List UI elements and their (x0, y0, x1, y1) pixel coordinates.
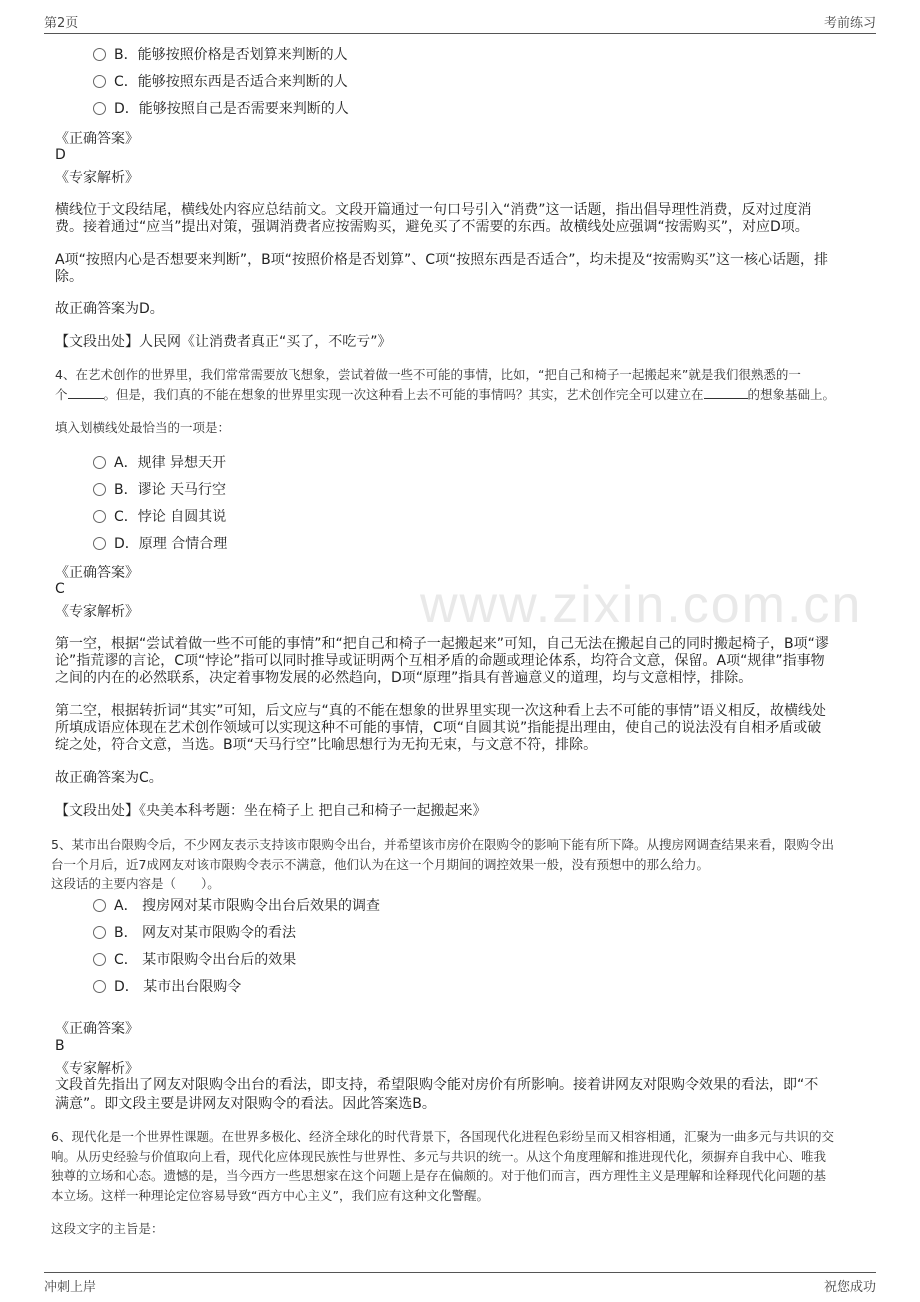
q5-answer: B (55, 1038, 65, 1054)
q4-stem-line2: 个 。但是，我们真的不能在想象的世界里实现一次这种看上去不可能的事情吗？其实，艺术创作完全可以建立在 的想象基础上。 (55, 387, 836, 402)
q5-answer-label: 《正确答案》 (55, 1021, 139, 1037)
radio-icon[interactable] (93, 48, 106, 61)
q4-answer: C (55, 581, 65, 597)
q4-option-c[interactable]: C．悖论 自圆其说 (93, 507, 226, 527)
q3-answer-label: 《正确答案》 (55, 131, 139, 147)
q3-source: 【文段出处】人民网《让消费者真正“买了，不吃亏”》 (55, 334, 392, 350)
q3-analysis-p2-line1: A项“按照内心是否想要来判断”，B项“按照价格是否划算”、C项“按照东西是否适合”，均未提及“按需购买”这一核心话题，排 (55, 252, 828, 268)
q3-option-c[interactable]: C．能够按照东西是否适合来判断的人 (93, 72, 348, 92)
q4-stem-line1: 4、在艺术创作的世界里，我们常常需要放飞想象，尝试着做一些不可能的事情，比如，“把自己和椅子一起搬起来”就是我们很熟悉的一 (55, 367, 801, 382)
q4-option-b[interactable]: B．谬论 天马行空 (93, 480, 226, 500)
footer-right: 祝您成功 (823, 1280, 876, 1295)
q3-answer: D (55, 147, 66, 163)
q4-option-a[interactable]: A．规律 异想天开 (93, 453, 226, 473)
q4-analysis-p1-line3: 之间的内在的必然联系，决定着事物发展的必然趋向，D项“原理”指具有普遍意义的道理，均与文意相悖，排除。 (55, 670, 753, 686)
q5-analysis-label: 《专家解析》 (55, 1061, 139, 1077)
radio-icon[interactable] (93, 537, 106, 550)
q5-option-b[interactable]: B． 网友对某市限购令的看法 (93, 923, 296, 943)
q3-option-d[interactable]: D．能够按照自己是否需要来判断的人 (93, 99, 349, 119)
q6-stem-line3: 独尊的立场和心态。遗憾的是，当今西方一些思想家在这个问题上是存在偏颇的。对于他们而言，西方理性主义是理解和诠释现代化问题的基 (51, 1168, 827, 1183)
radio-icon[interactable] (93, 456, 106, 469)
q4-analysis-p2-line2: 所填成语应体现在艺术创作领域可以实现这种不可能的事情，C项“自圆其说”指能提出理由，使自己的说法没有自相矛盾或破 (55, 720, 822, 736)
page-number: 第2页 (44, 16, 79, 31)
radio-icon[interactable] (93, 980, 106, 993)
q5-option-d[interactable]: D． 某市出台限购令 (93, 977, 241, 997)
q4-prompt: 填入划横线处最恰当的一项是： (55, 420, 231, 435)
q6-stem-line4: 本立场。这样一种理论定位容易导致“西方中心主义”，我们应有这种文化警醒。 (51, 1188, 489, 1203)
q3-conclusion: 故正确答案为D。 (55, 301, 164, 317)
q4-conclusion: 故正确答案为C。 (55, 770, 163, 786)
radio-icon[interactable] (93, 75, 106, 88)
q5-option-c[interactable]: C． 某市限购令出台后的效果 (93, 950, 296, 970)
q3-analysis-label: 《专家解析》 (55, 170, 139, 186)
q5-prompt: 这段话的主要内容是（ ）。 (51, 876, 220, 891)
radio-icon[interactable] (93, 510, 106, 523)
q5-analysis-line1: 文段首先指出了网友对限购令出台的看法，即支持，希望限购令能对房价有所影响。接着讲网友对限购令效果的看法，即“不 (55, 1077, 819, 1093)
radio-icon[interactable] (93, 926, 106, 939)
q6-stem-line2: 响。从历史经验与价值取向上看，现代化应体现民族性与世界性、多元与共识的统一。从这个角度理解和推进现代化，须摒弃自我中心、唯我 (51, 1149, 827, 1164)
q3-analysis-p1-line2: 费。接着通过“应当”提出对策，强调消费者应按需购买，避免买了不需要的东西。故横线处应强调“按需购买”，对应D项。 (55, 219, 809, 235)
header-title: 考前练习 (823, 16, 876, 31)
radio-icon[interactable] (93, 899, 106, 912)
radio-icon[interactable] (93, 953, 106, 966)
q5-stem-line1: 5、某市出台限购令后，不少网友表示支持该市限购令出台，并希望该市房价在限购令的影响下能有所下降。从搜房网调查结果来看，限购令出 (51, 837, 834, 852)
watermark: www.zixin.com.cn (420, 576, 863, 634)
q4-answer-label: 《正确答案》 (55, 565, 139, 581)
q4-analysis-label: 《专家解析》 (55, 604, 139, 620)
blank-1 (68, 398, 104, 399)
q3-option-b[interactable]: B．能够按照价格是否划算来判断的人 (93, 45, 348, 65)
footer-left: 冲刺上岸 (44, 1280, 97, 1295)
q4-analysis-p2-line3: 绽之处，符合文意，当选。B项“天马行空”比喻思想行为无拘无束，与文意不符，排除。 (55, 737, 598, 753)
q5-analysis-line2: 满意”。即文段主要是讲网友对限购令的看法。因此答案选B。 (55, 1096, 436, 1112)
q5-option-a[interactable]: A． 搜房网对某市限购令出台后效果的调查 (93, 896, 380, 916)
q3-analysis-p2-line2: 除。 (55, 269, 83, 285)
blank-2 (704, 398, 748, 399)
radio-icon[interactable] (93, 483, 106, 496)
q4-source: 【文段出处】《央美本科考题：坐在椅子上 把自己和椅子一起搬起来》 (55, 803, 487, 819)
q4-analysis-p1-line2: 论”指荒谬的言论，C项“悖论”指可以同时推导或证明两个互相矛盾的命题或理论体系，均符合文意，保留。A项“规律”指事物 (55, 653, 825, 669)
q6-prompt: 这段文字的主旨是： (51, 1221, 164, 1236)
q5-stem-line2: 台一个月后，近7成网友对该市限购令表示不满意，他们认为在这一个月期间的调控效果一般，没有预想中的那么给力。 (51, 857, 709, 872)
q4-option-d[interactable]: D．原理 合情合理 (93, 534, 227, 554)
q4-analysis-p2-line1: 第二空，根据转折词“其实”可知，后文应与“真的不能在想象的世界里实现一次这种看上去不可能的事情”语义相反，故横线处 (55, 703, 827, 719)
header-divider (44, 33, 876, 34)
q3-analysis-p1-line1: 横线位于文段结尾，横线处内容应总结前文。文段开篇通过一句口号引入“消费”这一话题，指出倡导理性消费，反对过度消 (55, 202, 812, 218)
q6-stem-line1: 6、现代化是一个世界性课题。在世界多极化、经济全球化的时代背景下，各国现代化进程色彩纷呈而又相容相通，汇聚为一曲多元与共识的交 (51, 1129, 834, 1144)
footer-divider (44, 1272, 876, 1273)
q4-analysis-p1-line1: 第一空，根据“尝试着做一些不可能的事情”和“把自己和椅子一起搬起来”可知，自己无法在搬起自己的同时搬起椅子，B项“谬 (55, 636, 829, 652)
radio-icon[interactable] (93, 102, 106, 115)
